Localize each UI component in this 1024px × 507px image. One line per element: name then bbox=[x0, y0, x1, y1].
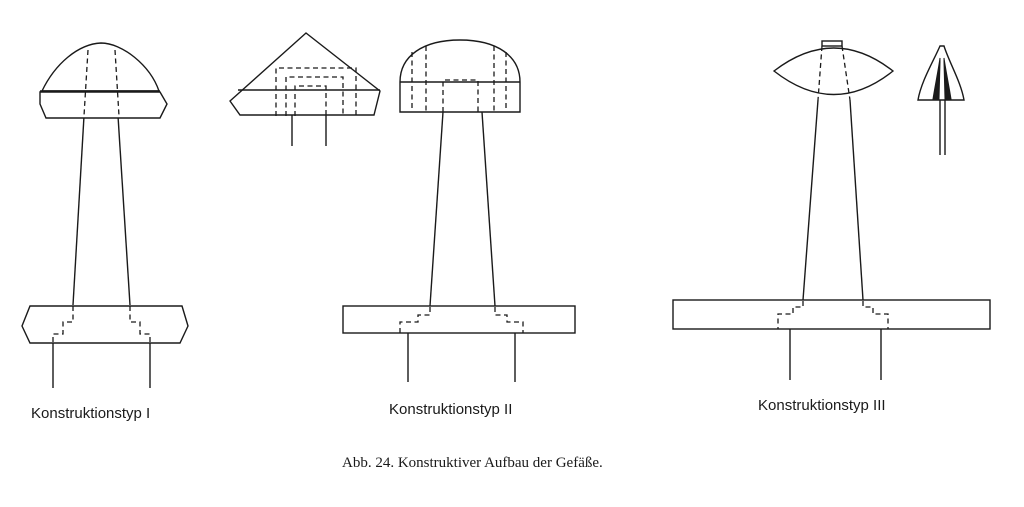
type3-cap bbox=[774, 48, 893, 95]
type2-cap bbox=[400, 40, 520, 112]
label-type1: Konstruktionstyp I bbox=[31, 405, 151, 422]
label-type3: Konstruktionstyp III bbox=[758, 397, 886, 414]
type1-drawing bbox=[22, 43, 188, 388]
type1-cap bbox=[40, 92, 167, 118]
type3-side-section-drawing bbox=[918, 46, 964, 155]
type1-base bbox=[22, 306, 188, 343]
figure-caption: Abb. 24. Konstruktiver Aufbau der Gefäße. bbox=[342, 455, 603, 471]
type2-base bbox=[343, 306, 575, 333]
type3-base bbox=[673, 300, 990, 329]
type2-small-cap-drawing bbox=[230, 33, 380, 146]
label-type2: Konstruktionstyp II bbox=[389, 401, 513, 418]
